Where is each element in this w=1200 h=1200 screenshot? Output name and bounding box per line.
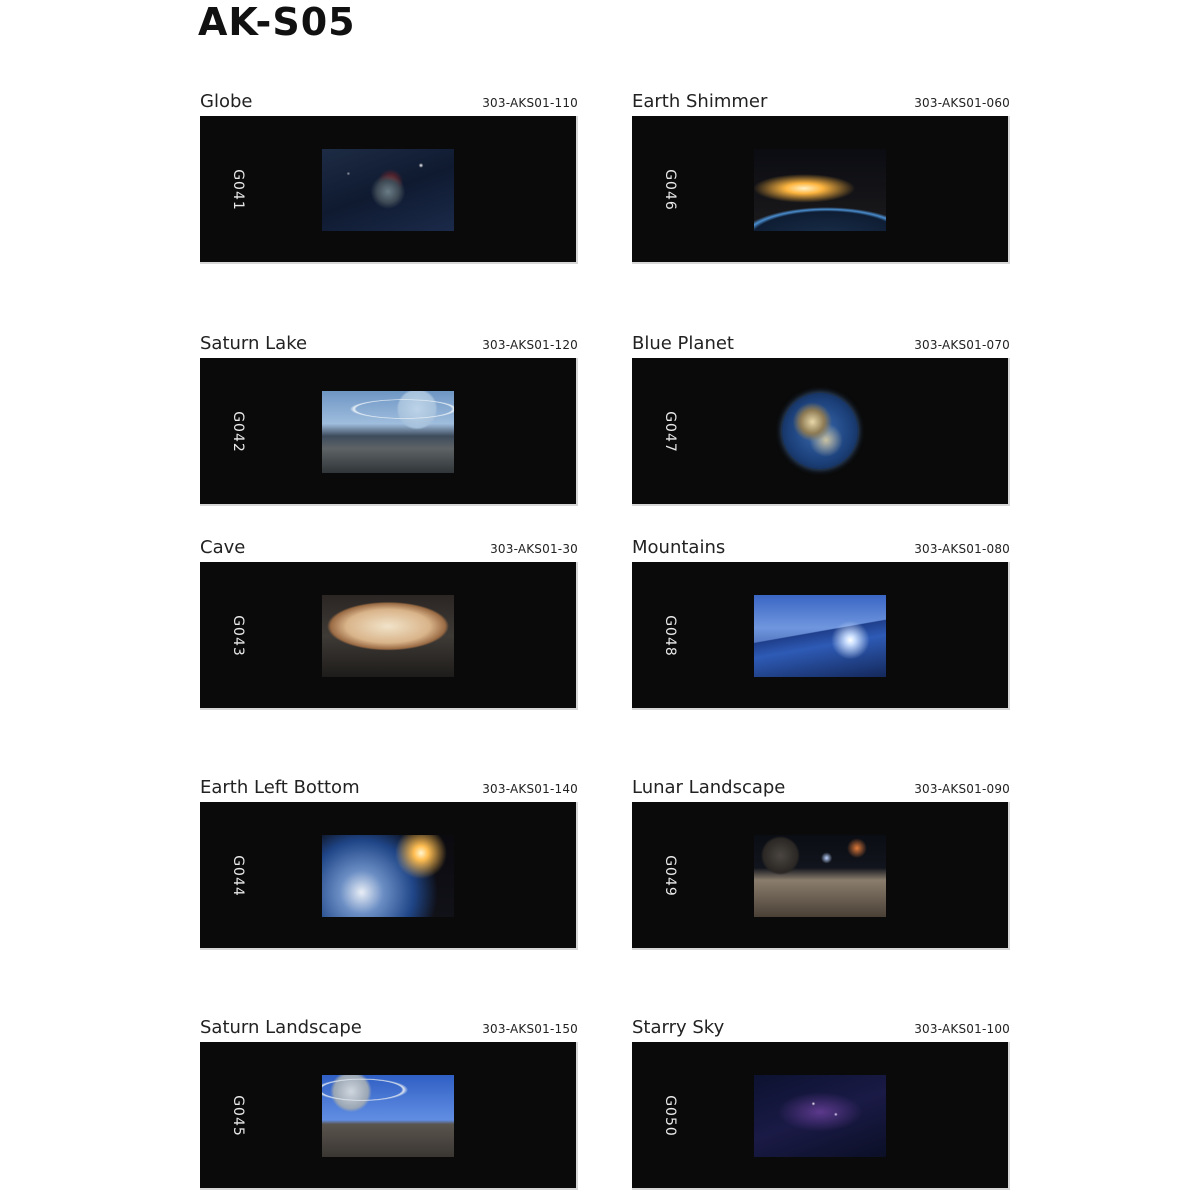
slide-name: Mountains — [632, 537, 726, 558]
slide-code: 303-AKS01-060 — [914, 96, 1010, 110]
slide-strip — [632, 358, 1010, 506]
slide-header — [632, 532, 1010, 562]
slide-header — [200, 328, 578, 358]
slide-strip — [632, 116, 1010, 264]
slide-code: 303-AKS01-120 — [482, 338, 578, 352]
slide-number: G043 — [230, 615, 246, 657]
slide-strip — [632, 802, 1010, 950]
slide-name: Earth Left Bottom — [200, 777, 360, 798]
slide-name: Globe — [200, 91, 253, 112]
slide-number: G046 — [662, 169, 678, 211]
slide-code: 303-AKS01-150 — [482, 1022, 578, 1036]
slide-card — [632, 86, 1010, 211]
slide-name: Lunar Landscape — [632, 777, 786, 798]
slide-header — [632, 328, 1010, 358]
slide-number: G048 — [662, 615, 678, 657]
mountains-scene-image — [754, 595, 886, 677]
slide-code: 303-AKS01-140 — [482, 782, 578, 796]
slide-card — [200, 532, 578, 657]
slide-number: G044 — [230, 855, 246, 897]
slide-strip — [200, 116, 578, 264]
slide-code: 303-AKS01-110 — [482, 96, 578, 110]
slide-header — [200, 86, 578, 116]
slide-code: 303-AKS01-070 — [914, 338, 1010, 352]
slide-header — [632, 1012, 1010, 1042]
slide-name: Saturn Lake — [200, 333, 308, 354]
starry-sky-scene-image — [754, 1075, 886, 1157]
slide-number: G050 — [662, 1095, 678, 1137]
slide-name: Earth Shimmer — [632, 91, 768, 112]
earth-shimmer-scene-image — [754, 149, 886, 231]
slide-code: 303-AKS01-080 — [914, 542, 1010, 556]
slide-card — [200, 1012, 578, 1137]
slide-number: G045 — [230, 1095, 246, 1137]
slide-name: Starry Sky — [632, 1017, 725, 1038]
earth-left-bottom-scene-image — [322, 835, 454, 917]
blue-planet-scene-image — [782, 393, 858, 469]
globe-scene-image — [322, 149, 454, 231]
saturn-landscape-scene-image — [322, 1075, 454, 1157]
slide-strip — [200, 1042, 578, 1190]
cave-scene-image — [322, 595, 454, 677]
slide-strip — [200, 802, 578, 950]
slide-number: G041 — [230, 169, 246, 211]
slide-number: G047 — [662, 411, 678, 453]
slide-name: Saturn Landscape — [200, 1017, 362, 1038]
slide-card — [632, 328, 1010, 453]
slide-strip — [200, 562, 578, 710]
page-title: AK-S05 — [198, 0, 356, 44]
slide-card — [632, 532, 1010, 657]
slide-card — [632, 772, 1010, 897]
slide-name: Cave — [200, 537, 246, 558]
slide-code: 303-AKS01-100 — [914, 1022, 1010, 1036]
slide-card — [632, 1012, 1010, 1137]
slide-card — [200, 772, 578, 897]
slide-code: 303-AKS01-090 — [914, 782, 1010, 796]
slide-name: Blue Planet — [632, 333, 734, 354]
slide-strip — [632, 1042, 1010, 1190]
slide-card — [200, 328, 578, 453]
saturn-lake-scene-image — [322, 391, 454, 473]
lunar-landscape-scene-image — [754, 835, 886, 917]
slide-number: G049 — [662, 855, 678, 897]
slide-strip — [632, 562, 1010, 710]
slide-card — [200, 86, 578, 211]
slide-header — [632, 772, 1010, 802]
slide-code: 303-AKS01-30 — [490, 542, 578, 556]
slide-number: G042 — [230, 411, 246, 453]
slide-header — [200, 1012, 578, 1042]
slide-header — [632, 86, 1010, 116]
slide-header — [200, 532, 578, 562]
slide-strip — [200, 358, 578, 506]
slide-header — [200, 772, 578, 802]
